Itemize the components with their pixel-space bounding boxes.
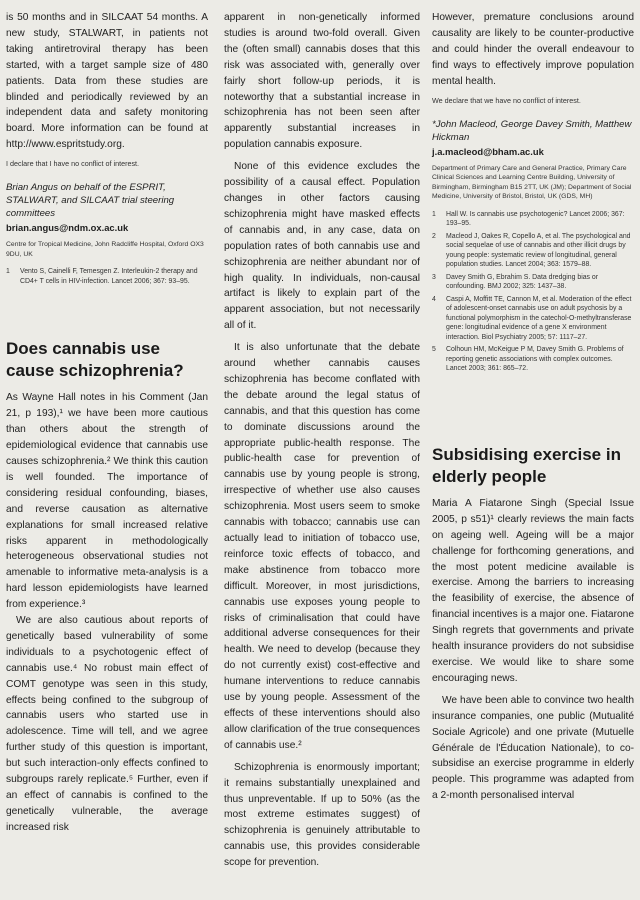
reference-text: Hall W. Is cannabis use psychotogenic? Lancet 2006; 367: 193–95. xyxy=(446,210,625,228)
letter-3-paragraph: We have been able to convince two health insurance companies, one public (Mutualité Sociale Agricole) and one private (Mutuelle Générale de l'Éducation Nationale), to co-subsidise an exercise programme in elderly people. This programme was adapted from a 2-month personalised interval xyxy=(432,694,634,802)
letter-2-paragraph: However, premature conclusions around causality are likely to be counter-productive and could hinder the overall endeavour to find ways to effectively improve population mental health. xyxy=(432,12,634,87)
letter-3-paragraph: Maria A Fiatarone Singh (Special Issue 2005, p s51)¹ clearly reviews the main facts on ageing well. Ageing will be a major challenge for forthcoming generations, and the most potent medicine available is exercise. Among the barriers to increasing the feasibility of exercise, the absence of financial incentives is a major one. Fiatarone Singh regrets that governments and private health insurance providers do not subsidise exercise. We would like to share some encouraging news. xyxy=(432,497,634,684)
reference-number: 2 xyxy=(432,232,436,240)
reference-list xyxy=(432,210,634,374)
reference-text: Caspi A, Moffitt TE, Cannon M, et al. Moderation of the effect of adolescent-onset cannabis use on adult psychosis by a functional polymorphism in the catechol-O-methyltransferase gene: longitudinal evidence of a gene X environment interaction. Biol Psychiatry 2005; 57: 1117–27. xyxy=(446,295,632,341)
reference-item xyxy=(432,295,634,343)
reference-item xyxy=(432,232,634,270)
author-affiliation: Department of Primary Care and General Practice, Primary Care Clinical Sciences and Learning Centre Building, University of Birmingham, Birmingham B15 2TT, UK (JM); Department of Social Medicine, University of Bristol, Bristol, UK (GDS, MH) xyxy=(432,164,632,201)
reference-text: Macleod J, Oakes R, Copello A, et al. The psychological and social sequelae of use of cannabis and other illicit drugs by young people: systematic review of longitudinal, general population studies. Lancet 2004; 363: 1579–88. xyxy=(446,232,631,269)
reference-text: Colhoun HM, McKeigue P M, Davey Smith G. Problems of reporting genetic associations with complex outcomes. Lancet 2003; 361: 865–72. xyxy=(446,346,624,373)
letter-2-paragraph: As Wayne Hall notes in his Comment (Jan 21, p 193),¹ we have been more cautious than others about the strength of epidemiological evidence that cannabis use causes schizophrenia.² We think this caution is well founded. The importance of considering residual confounding, biases, and reverse causation as alternative explanations for small increased relative risks apparent in methodologically heterogeneous observational studies not amenable to informative meta-analysis is a hard lesson epidemiologists have learned from experience.³ xyxy=(6,392,208,611)
reference-text: Davey Smith G, Ebrahim S. Data dredging bias or confounding. BMJ 2002; 325: 1437–38. xyxy=(446,273,599,291)
reference-item xyxy=(432,273,634,292)
article-heading: Does cannabis use cause schizophrenia? xyxy=(6,339,184,381)
letter-2-paragraph: apparent in non-genetically informed studies is around two-fold overall. Given the (often small) cannabis doses that this risk was associated with, generally over fairly short follow-up periods, it is noteworthy that a substantial increase in schizophrenia has not been seen after apparently substantial increases in population cannabis exposure. xyxy=(224,12,420,151)
letter-2-paragraph: None of this evidence excludes the possibility of a causal effect. Population changes in other factors causing schizophrenia might have masked effects of cannabis and, in any case, data on population rates of both cannabis use and schizophrenia are neither abundant nor of high quality. In individuals, non-causal artifact is likely to explain part of the apparent association, but not necessarily all of it. xyxy=(224,161,420,332)
author-affiliation: Centre for Tropical Medicine, John Radcliffe Hospital, Oxford OX3 9DU, UK xyxy=(6,241,204,258)
column-3 xyxy=(432,10,634,804)
letter-2-paragraph: It is also unfortunate that the debate around whether cannabis causes schizophrenia has become conflated with the debate around the legal status of cannabis, and that this question has come to dominate discussions around the appropriate public-health response. The public-health case for prevention of cannabis use by young people is strong, irrespective of whether use also causes schizophrenia. Most users seem to smoke cannabis with tobacco; cannabis use can actually lead to initiation of tobacco use, reinforce toxic effects of tobacco, and make abstinence from tobacco more difficult. Moreover, in most jurisdictions, cannabis use exposes young people to risks of criminalisation that could have additional adverse consequences for their health. We need to develop (because they do not currently exist) cost-effective and humane interventions to reduce cannabis use by young people. Assessment of the effects of these interventions should also allow clarification of the true consequences of cannabis use.² xyxy=(224,342,420,751)
reference-item xyxy=(432,210,634,229)
author-signature: Brian Angus on behalf of the ESPRIT, STALWART, and SILCAAT trial steering committees xyxy=(6,182,175,220)
conflict-statement: We declare that we have no conflict of interest. xyxy=(432,95,581,105)
letter-2-paragraph: Schizophrenia is enormously important; it remains substantially unexplained and thus unpreventable. If up to 50% (as the most extreme estimates suggest) of schizophrenia is genuinely attributable to cannabis use, this provides considerable scope for prevention. xyxy=(224,761,420,869)
author-email[interactable]: brian.angus@ndm.ox.ac.uk xyxy=(6,222,129,234)
reference-text: Vento S, Cainelli F, Temesgen Z. Interleukin-2 therapy and CD4+ T cells in HIV-infection. Lancet 2006; 367: 93–95. xyxy=(20,268,198,285)
conflict-statement: I declare that I have no conflict of interest. xyxy=(6,159,140,169)
reference-number: 1 xyxy=(6,268,10,276)
reference-number: 4 xyxy=(432,295,436,303)
reference-item xyxy=(432,345,634,374)
reference-item xyxy=(6,267,208,286)
reference-list xyxy=(6,267,208,286)
column-1 xyxy=(6,10,208,836)
column-2 xyxy=(224,10,420,871)
reference-number: 5 xyxy=(432,346,436,354)
letter-2-paragraph: We are also cautious about reports of genetically based vulnerability of some individuals to a psychotogenic effect of cannabis use.⁴ No robust main effect of COMT genotype was seen in this study, effects being confined to the subgroup of cannabis users who started use in adolescence. Time will tell, and we agree further study of this question is important, but such interaction-only effects confined to subgroups rarely replicate.⁵ Further, even if an effect of cannabis is confined to the genetically vulnerable, the average increased risk xyxy=(6,615,208,833)
reference-number: 1 xyxy=(432,210,436,218)
reference-number: 3 xyxy=(432,273,436,281)
article-heading: Subsidising exercise in elderly people xyxy=(432,444,621,486)
author-signature: *John Macleod, George Davey Smith, Matthew Hickman xyxy=(432,118,632,143)
author-email[interactable]: j.a.macleod@bham.ac.uk xyxy=(432,145,544,157)
letter-1-text: is 50 months and in SILCAAT 54 months. A new study, STALWART, in patients not taking antiretroviral therapy has been started, with a target sample size of 480 patients. Data from these studies are blinded and periodically reviewed by an independent data and safety monitoring board. More information can be found at http://www.espritstudy.org. xyxy=(6,12,208,151)
